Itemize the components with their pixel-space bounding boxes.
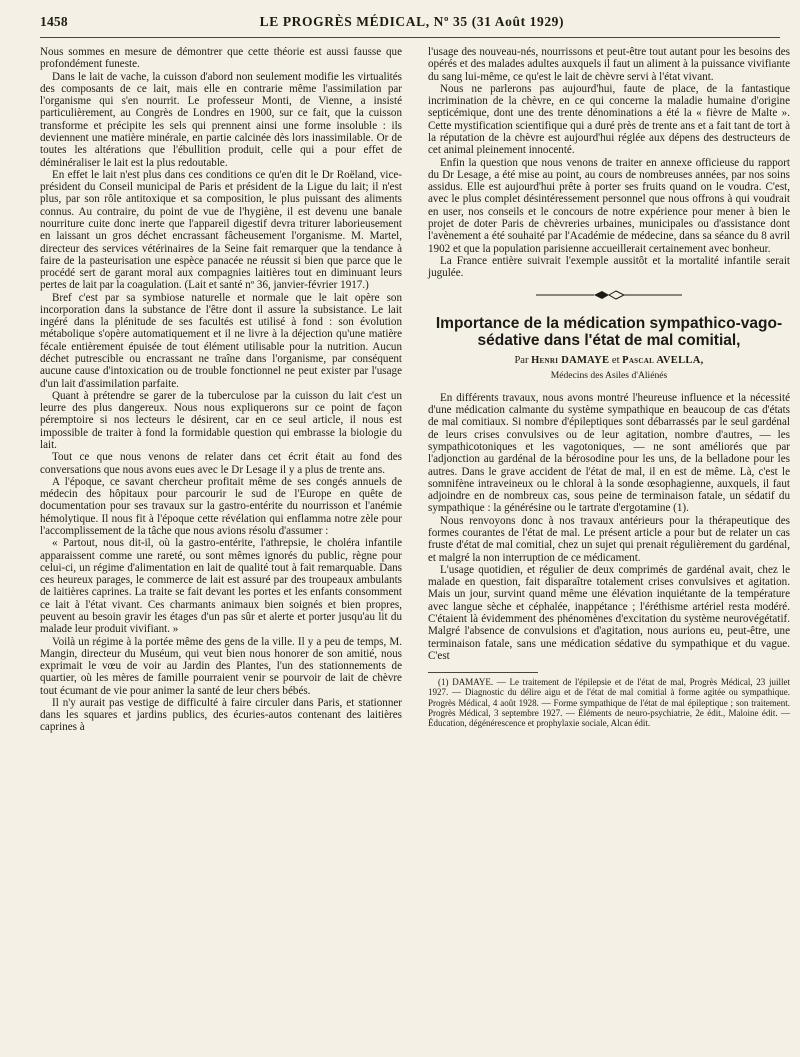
affiliation: Médecins des Asiles d'Aliénés (550, 369, 668, 381)
paragraph: « Partout, nous dit-il, où la gastro-entérite, l'athrepsie, le choléra infantile apparaissent comme une rareté, ou sont mêmes ignorés du public, règne pour celui-ci, un régime d'alimentation en lait de qualité tout à fait remarquable. Dans ces heureux parages, le commerce de lait est assuré par des troupeaux ambulants de laitières caprines. La traite se fait devant les portes et les enfants consomment ce lait à l'état vivant. Ces charmants animaux bien soignés et bien propres, peuvent au besoin gravir les étages d'un pas sûr et alerte et porter jusqu'au lit du malade leur produit vivifiant. » (40, 537, 402, 636)
left-column (40, 46, 402, 734)
paragraph: Nous renvoyons donc à nos travaux antérieurs pour la thérapeutique des formes courantes de l'état de mal. Le présent article a pour but de relater un cas fruste d'état de mal comitial, chez un sujet qui prenait régulièrement du gardénal, et malgré la non interruption de ce médicament. (428, 514, 790, 564)
running-header (40, 14, 780, 38)
right-column (428, 46, 790, 729)
paragraph: La France entière suivrait l'exemple aussitôt et la mortalité infantile serait jugulée. (428, 254, 790, 280)
paragraph: Nous sommes en mesure de démontrer que cette théorie est aussi fausse que profondément funeste. (40, 46, 402, 71)
paragraph: L'usage quotidien, et régulier de deux comprimés de gardénal avait, chez le malade en question, fait disparaître totalement crises convulsives et agitation. Mais un jour, survint quand même une élévation inquiétante de la température avec langue sèche et céphalée, inappétance ; l'éréthisme artériel resta modéré. C'étaient là évidemment des phénomènes d'excitation du système neurovégétatif. Malgré l'absence de convulsions et d'agitation, nous aurions eu, peut-être, une terminaison fatale, sans une médication sédative du sympathique et du vague. C'est (428, 563, 790, 662)
article-title: Importance de la médication sympathico-vago-sédative dans l'état de mal comitial, (435, 315, 783, 350)
byline-prefix: Par (514, 355, 529, 367)
page-number: 1458 (40, 14, 68, 29)
byline (428, 355, 790, 367)
paragraph: En effet le lait n'est plus dans ces conditions ce qu'en dit le Dr Roëland, vice-président du Conseil municipal de Paris et président de la Ligue du lait; il n'est plus, par son rôle antitoxique et sa composition, le plus puissant des aliments connus. Au contraire, du point de vue de l'hygiène, il est devenu une banale nourriture cuite donc inerte que l'appareil digestif devra triturer laborieusement en laissant un gros déchet encrassant fâcheusement l'organisme. M. Martel, directeur des services vétérinaires de la Seine fait remarquer que la tendance à faire de la pasteurisation une espèce panacée ne réussit si bien que parce que le procédé sert de garant moral aux compagnies laitières tout en diminuant leurs pertes de lait par la coagulation. (Lait et santé nº 36, janvier-février 1917.) (40, 168, 402, 292)
two-column-body (40, 46, 790, 1056)
paragraph: A l'époque, ce savant chercheur profitait même de ses congés annuels de médecin des hôpitaux pour parcourir le sud de l'Europe en quête de documentation pour ses travaux sur la gastro-entérite du nourrisson et l'anémie hémolytique. Il nous fit à l'époque cette révélation qui enflamma notre zèle pour l'accomplissement de la tâche que nous avions résolu d'assumer : (40, 475, 402, 537)
paragraph: Quant à prétendre se garer de la tuberculose par la cuisson du lait c'est un leurre des plus dangereux. Nous nous expliquerons sur ce point de façon péremptoire si nos lecteurs le désirent, car en ce seul article, il nous est impossible de traiter à fond la formidable question qui embrasse la biologie du lait. (40, 389, 402, 451)
paragraph: Dans le lait de vache, la cuisson d'abord non seulement modifie les virtualités des composants de ce lait, mais elle en contrarie même l'assimilation par l'organisme qui s'en nourrit. Le professeur Monti, de Vienne, a insisté particulièrement, au Congrès de Londres en 1900, sur ce fait, que la cuisson transforme et précipite les sels qui prennent ainsi une forme insoluble : ils deviennent une matière minérale, en partie calcinée dès lors inassimilable. Or de toutes les altérations que l'ébullition produit, celle qui a pour effet de déminéraliser le lait est la plus redoutable. (40, 70, 402, 169)
byline-joiner: et (611, 355, 620, 367)
ornament-icon (428, 289, 790, 303)
footnote-divider (428, 672, 538, 673)
footnote: (1) DAMAYE. — Le traitement de l'épilepsie et de l'état de mal, Progrès Médical, 23 juillet 1927. — Diagnostic du délire aigu et de l'état de mal comitial à forme agitée ou sympathique. Progrès Médical, 4 août 1928. — Forme sympathique de l'état de mal épileptique ; son traitement. Progrès Médical, 3 septembre 1927. — Éléments de neuro-psychiatrie, 2e édit., Maloine édit. — Éducation, dégénérescence et prophylaxie sociale, Alcan édit. (428, 677, 790, 729)
paragraph: Voilà un régime à la portée même des gens de la ville. Il y a peu de temps, M. Mangin, directeur du Muséum, qui veut bien nous honorer de son amitié, nous exprimait le vœu de voir au Jardin des Plantes, l'un des stationnements de quartier, où les mères de famille pourraient venir se pourvoir de lait de chèvre tout écumant de vie pour animer la santé de leur chers bébés. (40, 635, 402, 697)
paragraph: l'usage des nouveau-nés, nourrissons et peut-être tout autant pour les besoins des opérés et des malades adultes auxquels il faut un aliment à la puissance vivifiante du sang lui-même, ce qu'est le lait de chèvre servi à l'état vivant. (428, 46, 790, 83)
paragraph: Enfin la question que nous venons de traiter en annexe officieuse du rapport du Dr Lesage, a été mise au point, au cours de nombreuses années, par nos soins assidus. Elle est aujourd'hui prête à porter ses fruits quand on le voudra. C'est, avec le plus complet désintéressement personnel que nous offrons à qui voudrait en user, nos conseils et le concours de notre expérience pour mener à bien le projet de doter Paris de chèvreries urbaines, municipales ou d'assistance dont l'avènement a été souhaité par l'Académie de médecine, dans sa séance du 8 avril 1902 et que la population parisienne accueillerait certainement avec bonheur. (428, 156, 790, 255)
paragraph: Bref c'est par sa symbiose naturelle et normale que le lait opère son incorporation dans la substance de l'être dont il assure la subsistance. Le lait ingéré dans la plénitude de ses facultés est utilisé à fond : son évolution métabolique s'opère automatiquement et il ne livre à la déjection qu'une matière fécale entièrement épuisée de tout élément utilisable pour la nutrition. Aucun déchet putrescible ou encrassant ne traîne dans l'organisme, par conséquent aucune cause d'intoxication ou de trouble fonctionnel ne peut exister par l'usage d'un lait d'assimilation parfaite. (40, 291, 402, 390)
author-name: Henri DAMAYE (531, 355, 610, 367)
paragraph: En différents travaux, nous avons montré l'heureuse influence et la nécessité d'une médication calmante du système sympathique en beaucoup de cas d'états de mal comitiaux. Si nombre d'épileptiques sont débarrassés par le seul gardénal de leurs crises convulsives ou de leur agitation, nombre d'autres, — les sympathicotoniques et les vagotoniques, — ne sont améliorés que par l'adjonction au gardénal de la bérosodine pour les uns, de la belladone pour les autres. Dans le grave accident de l'état de mal, il en est de même. Là, c'est le somnifène intraveineux ou le chloral à la sonde œsophagienne, auxquels, il faut adjoindre en de nombreux cas, sous peine de terminaison fatale, un sédatif du sympathique : la générésine ou le tartrate d'ergotamine (1). (428, 391, 790, 515)
journal-title: LE PROGRÈS MÉDICAL, Nº 35 (31 Août 1929) (259, 14, 565, 29)
paragraph: Tout ce que nous venons de relater dans cet écrit était au fond des conversations que nous avons eues avec le Dr Lesage il y a plus de trente ans. (40, 451, 402, 476)
footnotes (428, 677, 790, 728)
author-name: Pascal AVELLA, (622, 355, 704, 367)
paragraph: Nous ne parlerons pas aujourd'hui, faute de place, de la fantastique incrimination de la chèvre, en ce qui concerne la maladie humaine d'origine septicémique, dont une des trente dénominations a été la « fièvre de Malte ». Cette mystification scientifique qui a duré près de trente ans et a fait tant de tort à la réputation de la chèvre est aujourd'hui réglée aux dépens des destructeurs de cet animal pleinement innocenté. (428, 82, 790, 157)
paragraph: Il n'y aurait pas vestige de difficulté à faire circuler dans Paris, et stationner dans les squares et jardins publics, des écuries-autos contenant des laitières caprines à (40, 696, 402, 734)
